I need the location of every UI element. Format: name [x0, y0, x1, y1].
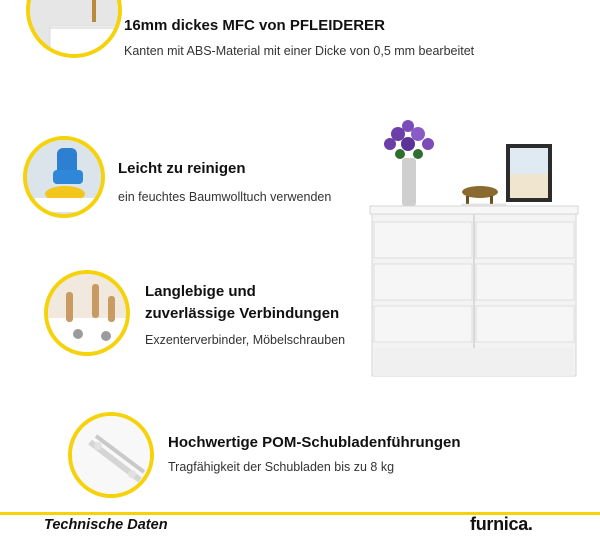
feature-title-clean: Leicht zu reinigen	[118, 160, 246, 177]
product-image-dresser	[368, 118, 580, 384]
footer	[0, 512, 600, 536]
technical-data-label: Technische Daten	[44, 517, 168, 533]
feature-title-runners: Hochwertige POM-Schubladenführungen	[168, 434, 461, 451]
feature-desc-runners: Tragfähigkeit der Schubladen bis zu 8 kg	[168, 460, 395, 474]
feature-title-board: 16mm dickes MFC von PFLEIDERER	[124, 17, 385, 34]
picture-frame	[506, 144, 552, 202]
feature-title-connections: Langlebige und zuverlässige Verbindungen	[145, 283, 340, 322]
feature-desc-board: Kanten mit ABS-Material mit einer Dicke von 0,5 mm bearbeitet	[124, 44, 475, 58]
cleaning-glove-icon	[23, 136, 105, 218]
vase-with-flowers	[384, 120, 434, 206]
board-edge-icon	[26, 0, 122, 58]
leopard-figurine	[462, 186, 498, 206]
feature-desc-clean: ein feuchtes Baumwolltuch verwenden	[118, 190, 332, 204]
drawer-runner-icon	[68, 412, 154, 498]
brand-logo: furnica.	[470, 514, 533, 534]
feature-desc-connections: Exzenterverbinder, Möbelschrauben	[145, 333, 346, 347]
connector-screws-icon	[44, 270, 130, 356]
